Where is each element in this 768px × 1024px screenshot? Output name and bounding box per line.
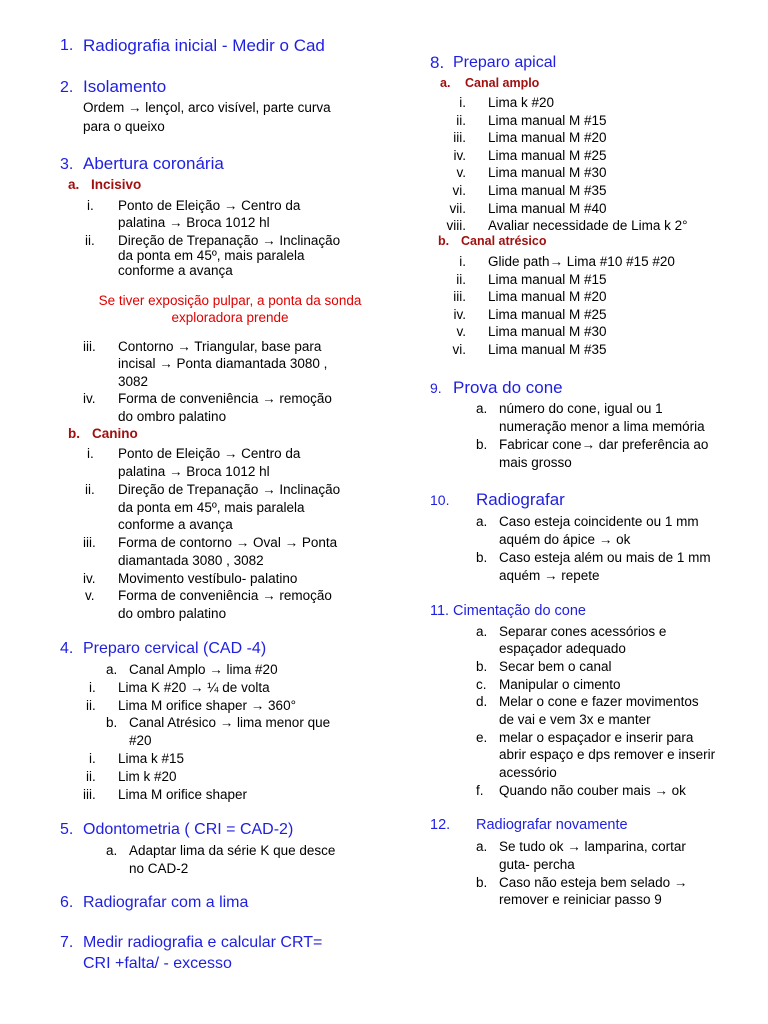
subsection-8a-title: Canal amplo [465, 76, 540, 90]
section-6-title: Radiografar com a lima [83, 894, 249, 911]
section-9-title: Prova do cone [453, 378, 563, 397]
section-4-number: 4. [60, 640, 74, 657]
item-4a-i-number: i. [89, 680, 96, 695]
subsection-3b-title: Canino [92, 426, 138, 441]
item-3a-i-number: i. [87, 198, 94, 213]
list-item-8a-text: Lima manual M #25 [488, 147, 607, 163]
item-5a-number: a. [106, 843, 118, 858]
subsection-8b-label: b. [438, 234, 450, 248]
list-item-8a-text: Lima manual M #30 [488, 165, 607, 181]
list-item-8b-text: Lima manual M #25 [488, 306, 607, 322]
item-3a-iii-number: iii. [83, 339, 96, 354]
list-item-8b-number: iv. [453, 306, 466, 322]
section-9-number: 9. [430, 380, 442, 396]
item-4a-ii-number: ii. [86, 698, 96, 713]
section-1-number: 1. [60, 37, 74, 54]
list-item-8b-number: v. [456, 324, 466, 340]
item-3b-ii-number: ii. [85, 482, 95, 497]
list-item-8b-number: ii. [456, 271, 466, 287]
item-4b-text: Canal Atrésico → lima menor que [129, 715, 331, 730]
item-3a-i-line-2: palatina → Broca 1012 hl [118, 215, 270, 230]
section-8-number: 8. [430, 53, 445, 72]
item-4b-number: b. [106, 715, 118, 730]
item-4b-i-number: i. [89, 751, 96, 766]
section-4-title: Preparo cervical (CAD -4) [83, 640, 267, 657]
item-9a-line-2: numeração menor a lima memória [499, 419, 705, 434]
item-3b-v-line-1: Forma de conveniência → remoção [118, 588, 332, 603]
section-7-title: Medir radiografia e calcular CRT= [83, 934, 323, 951]
list-item-8b-text: Glide path→ Lima #10 #15 #20 [488, 254, 675, 269]
section-2-body-line-2: para o queixo [83, 119, 165, 134]
item-3a-iv-line-2: do ombro palatino [118, 409, 227, 424]
section-12-number: 12. [430, 817, 451, 833]
item-11d-line-1: Melar o cone e fazer movimentos [499, 694, 699, 709]
item-3a-i-line-1: Ponto de Eleição → Centro da [118, 198, 301, 213]
item-3b-iv-line-1: Movimento vestíbulo- palatino [118, 571, 298, 586]
item-4a-number: a. [106, 662, 118, 677]
item-3b-v-number: v. [85, 588, 95, 603]
item-11c-line-1: Manipular o cimento [499, 677, 621, 692]
section-1-title: Radiografia inicial - Medir o Cad [83, 36, 325, 55]
item-12a-line-1: Se tudo ok → lamparina, cortar [499, 839, 686, 854]
item-3b-v-line-2: do ombro palatino [118, 606, 227, 621]
item-11e-line-3: acessório [499, 765, 557, 780]
section-10-number: 10. [430, 492, 450, 508]
list-item-8b-number: vi. [452, 342, 466, 357]
list-item-8b-text: Lima manual M #35 [488, 342, 607, 357]
item-9a-line-1: número do cone, igual ou 1 [499, 401, 663, 416]
item-3a-ii-line-1: Direção de Trepanação → Inclinação [118, 233, 341, 248]
item-9b-line-1: Fabricar cone→ dar preferência ao [499, 437, 709, 452]
list-item-8b-text: Lima manual M #15 [488, 271, 607, 287]
item-4a-i-text: Lima K #20 → ¼ de volta [118, 680, 270, 695]
item-9b-line-2: mais grosso [499, 455, 572, 470]
list-item-8a-number: vii. [449, 200, 466, 216]
list-item-8b-text: Lima manual M #30 [488, 324, 607, 340]
section-11-number: 11. [430, 603, 450, 619]
exposure-note-line-2: exploradora prende [171, 309, 289, 325]
section-7-number: 7. [60, 934, 74, 951]
item-3a-iv-line-1: Forma de conveniência → remoção [118, 391, 332, 406]
list-item-8b-text: Lima manual M #20 [488, 289, 607, 305]
item-11d-line-2: de vai e vem 3x e manter [499, 712, 651, 727]
item-3b-i-number: i. [87, 446, 94, 461]
item-11e-line-1: melar o espaçador e inserir para [499, 730, 694, 745]
item-10a-line-1: Caso esteja coincidente ou 1 mm [499, 514, 699, 529]
exposure-note-line-1: Se tiver exposição pulpar, a ponta da sonda [98, 293, 362, 308]
item-3b-iv-number: iv. [83, 571, 96, 586]
list-item-8a-text: Avaliar necessidade de Lima k 2° [488, 218, 688, 234]
exposure-note [60, 293, 400, 326]
item-5a-line-2: no CAD-2 [129, 861, 189, 876]
item-12a-number: a. [476, 839, 488, 854]
item-11e-number: e. [476, 730, 488, 745]
item-10b-line-1: Caso esteja além ou mais de 1 mm [499, 550, 711, 565]
item-11b-number: b. [476, 659, 488, 674]
item-10b-line-2: aquém → repete [499, 568, 600, 583]
section-2-body-line-1: Ordem → lençol, arco visível, parte curva [83, 100, 331, 115]
item-3b-ii-line-3: conforme a avança [118, 517, 233, 532]
item-12b-line-2: remover e reiniciar passo 9 [499, 892, 662, 907]
section-12-title: Radiografar novamente [476, 817, 628, 833]
item-11f-number: f. [476, 783, 484, 798]
item-4b-i-text: Lima k #15 [118, 751, 185, 766]
item-4b-ii-number: ii. [86, 769, 96, 784]
section-3-number: 3. [60, 156, 74, 173]
item-4b-iii-text: Lima M orifice shaper [118, 787, 248, 802]
item-11b-line-1: Secar bem o canal [499, 659, 612, 674]
item-3a-ii-line-2: da ponta em 45º, mais paralela [118, 248, 305, 263]
section-3-title: Abertura coronária [83, 154, 224, 173]
item-4b-text-line-2: #20 [129, 733, 152, 748]
subsection-3a-label: a. [68, 177, 80, 192]
list-item-8a-text: Lima manual M #15 [488, 112, 607, 128]
item-4b-iii-number: iii. [83, 787, 96, 802]
list-item-8a-text: Lima k #20 [488, 95, 555, 110]
item-3a-iv-number: iv. [83, 391, 96, 406]
item-9a-number: a. [476, 401, 488, 416]
list-item-8a-number: viii. [446, 218, 466, 234]
item-11a-line-2: espaçador adequado [499, 641, 626, 656]
item-11d-number: d. [476, 694, 488, 709]
item-3a-ii-line-3: conforme a avança [118, 263, 233, 278]
item-11c-number: c. [476, 677, 487, 692]
subsection-8b-title: Canal atrésico [461, 234, 547, 248]
section-8-title: Preparo apical [453, 54, 557, 71]
section-2-number: 2. [60, 79, 74, 96]
item-12a-line-2: guta- percha [499, 857, 575, 872]
list-item-8a-text: Lima manual M #40 [488, 200, 607, 216]
section-5-number: 5. [60, 821, 74, 838]
list-item-8a-number: iv. [453, 147, 466, 163]
item-12b-number: b. [476, 875, 488, 890]
item-3a-iii-line-1: Contorno → Triangular, base para [118, 339, 322, 354]
subsection-3a-title: Incisivo [91, 177, 142, 192]
item-3b-iii-line-1: Forma de contorno → Oval → Ponta [118, 535, 338, 550]
list-item-8a-number: i. [459, 95, 466, 110]
section-10-title: Radiografar [476, 490, 565, 509]
list-item-8a-number: iii. [453, 130, 466, 146]
section-5-title: Odontometria ( CRI = CAD-2) [83, 821, 294, 838]
section-2-title: Isolamento [83, 77, 167, 96]
item-3b-iii-line-2: diamantada 3080 , 3082 [118, 553, 264, 568]
list-item-8a-number: v. [456, 165, 466, 181]
item-3b-iii-number: iii. [83, 535, 96, 550]
list-item-8a-number: ii. [456, 112, 466, 128]
item-3b-ii-line-1: Direção de Trepanação → Inclinação [118, 482, 341, 497]
list-item-8a-text: Lima manual M #20 [488, 130, 607, 146]
item-10b-number: b. [476, 550, 488, 565]
item-11f-line-1: Quando não couber mais → ok [499, 783, 686, 798]
item-10a-line-2: aquém do ápice → ok [499, 532, 631, 547]
item-3b-i-line-2: palatina → Broca 1012 hl [118, 464, 270, 479]
list-item-8b-number: iii. [453, 289, 466, 305]
section-11-title: Cimentação do cone [453, 603, 586, 619]
item-4b-ii-text: Lim k #20 [118, 769, 177, 784]
item-10a-number: a. [476, 514, 488, 529]
item-3b-i-line-1: Ponto de Eleição → Centro da [118, 446, 301, 461]
subsection-3b-label: b. [68, 426, 80, 441]
item-5a-line-1: Adaptar lima da série K que desce [129, 843, 336, 858]
item-3b-ii-line-2: da ponta em 45º, mais paralela [118, 500, 305, 515]
item-3a-ii-number: ii. [85, 233, 95, 248]
item-4a-ii-text: Lima M orifice shaper → 360° [118, 698, 296, 713]
list-item-8a-number: vi. [452, 183, 466, 198]
section-7-title-line-2: CRI +falta/ - excesso [83, 955, 232, 972]
subsection-8a-label: a. [440, 76, 451, 90]
item-12b-line-1: Caso não esteja bem selado → [499, 875, 688, 890]
item-9b-number: b. [476, 437, 488, 452]
item-3a-iii-line-2: incisal → Ponta diamantada 3080 , [118, 356, 328, 371]
list-item-8a-text: Lima manual M #35 [488, 183, 607, 198]
list-item-8b-number: i. [459, 254, 466, 269]
item-11e-line-2: abrir espaço e dps remover e inserir [499, 747, 716, 762]
item-3a-iii-line-3: 3082 [118, 374, 149, 389]
item-11a-line-1: Separar cones acessórios e [499, 624, 667, 639]
item-4a-text: Canal Amplo → lima #20 [129, 662, 278, 677]
section-6-number: 6. [60, 894, 74, 911]
item-11a-number: a. [476, 624, 488, 639]
